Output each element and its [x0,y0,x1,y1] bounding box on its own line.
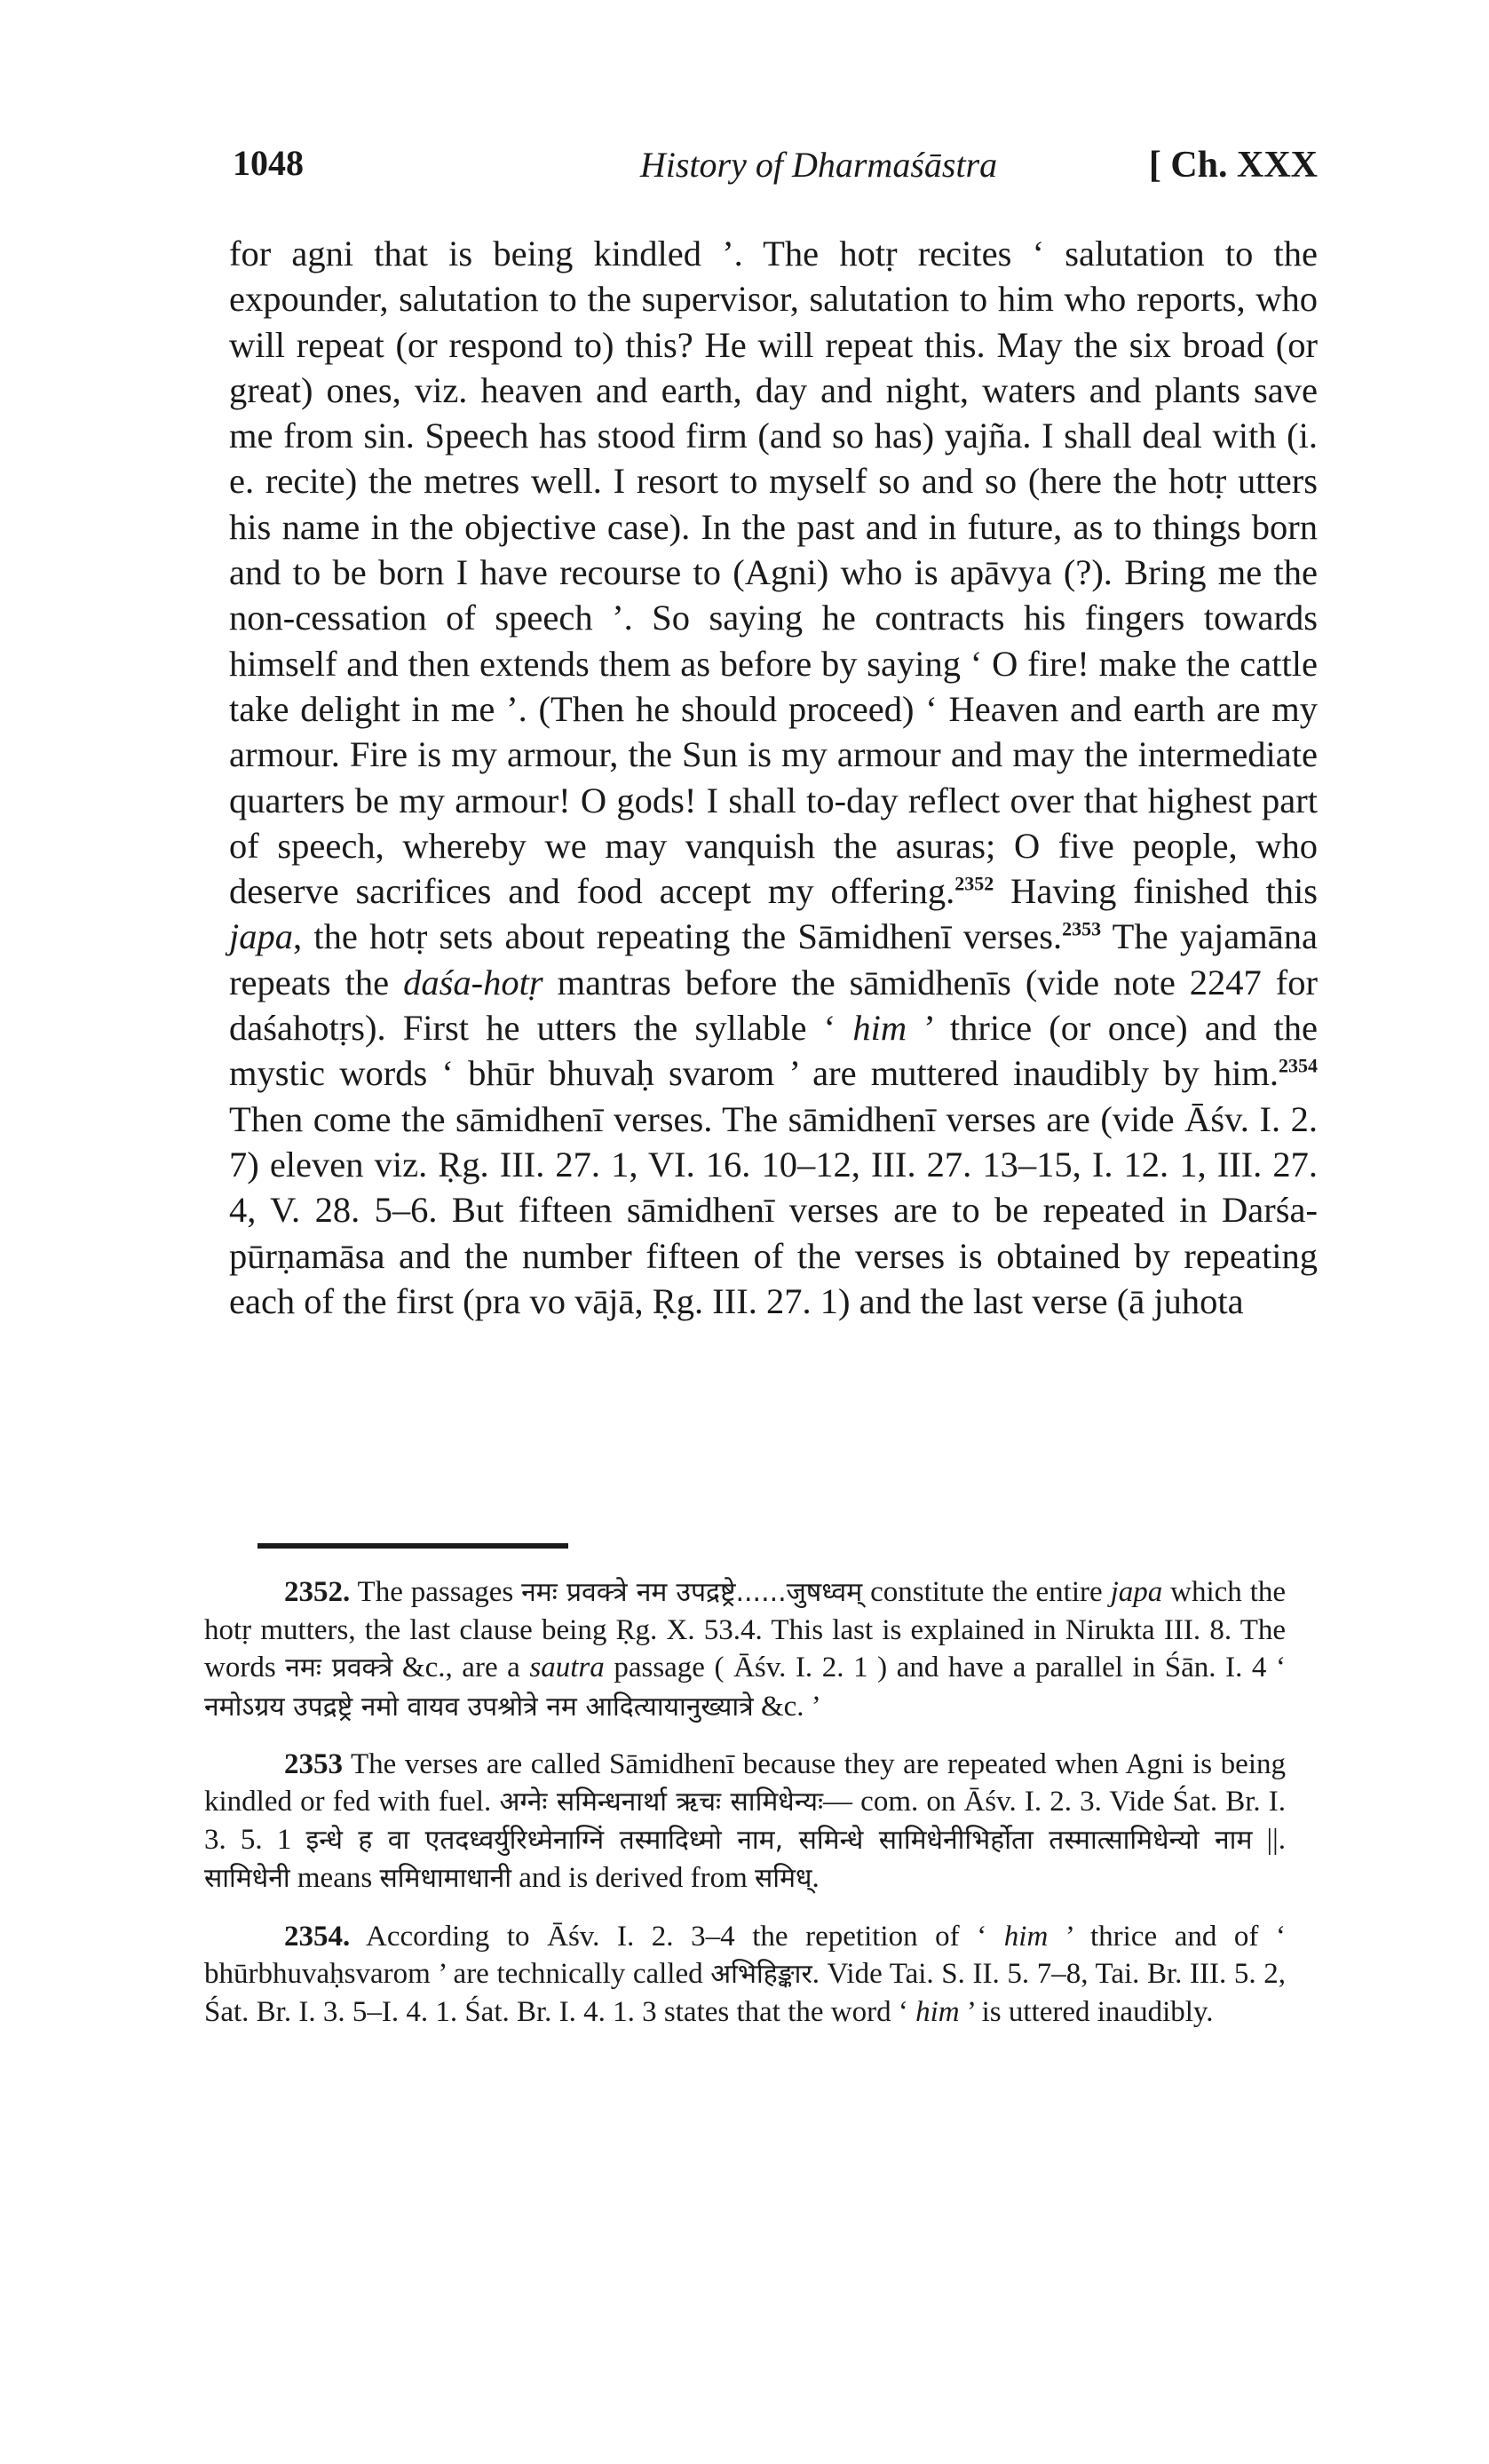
sanskrit-quote: नमः प्रवक्त्रे [285,1652,393,1684]
italic-term: sautra [529,1652,605,1684]
footnote-text: passage ( Āśv. I. 2. 1 ) and have a parallel in Śān. I. 4 ‘ [604,1652,1286,1684]
footnotes-section [204,1573,1286,2050]
footnote-text: ’ is uttered inaudibly. [959,1996,1214,2029]
footnote-label: 2353 [284,1747,343,1780]
running-title: History of Dharmaśāstra [639,145,998,185]
footnote-2353 [204,1746,1286,1898]
footnote-text: . [812,1862,820,1895]
footnote-text: constitute the entire [862,1576,1111,1608]
body-text [229,231,1318,1324]
footnote-label: 2352. [284,1576,351,1608]
body-text-part-6: ’ thrice (or once) and the mystic words ‘ bhūr bhuvaḥ svarom ’ are muttered inaudibly by him. [229,1008,1318,1094]
footnote-separator-rule [257,1543,568,1549]
body-text-part-3: , the hotṛ sets about repeating the Sāmidhenī verses. [293,916,1063,957]
sanskrit-quote: समिधामाधानी [379,1863,512,1895]
sanskrit-quote: नमः प्रवक्त्रे नम उपद्रष्ट्रे......जुषध्वम् [521,1577,863,1608]
footnote-text: means [289,1862,380,1895]
italic-term: japa [1110,1576,1163,1608]
italic-him: him [852,1008,907,1049]
italic-term: him [1003,1920,1049,1953]
page-number: 1048 [233,143,304,183]
sanskrit-quote: इन्धे ह वा एतदध्वर्युरिध्मेनाग्निं तस्मादिध्मो नाम, समिन्धे सामिधेनीभिर्होता तस्मात्सामिधेन्यो नाम [305,1825,1253,1857]
footnote-2352 [204,1573,1286,1726]
footnote-text: ||. [1252,1824,1287,1857]
footnote-ref-2352: 2352 [954,872,994,895]
sanskrit-quote: समिध् [755,1863,812,1895]
footnote-text: According to Āśv. I. 2. 3–4 the repetition of ‘ [350,1920,1004,1953]
body-text-part-7: Then come the sāmidhenī verses. The sāmidhenī verses are (vide Āśv. I. 2. 7) eleven viz. Ṛg. III. 27. 1, VI. 16. 10–12, III. 27. 13–15, I. 12. 1, III. 27. 4, V. 28. 5–6. But fifteen sāmidhenī verses are to be repeated in Darśa-pūrṇamāsa and the number fifteen of the verses is obtained by repeating each of the first (pra vo vājā, Ṛg. III. 27. 1) and the last verse (ā juhota [229,1098,1318,1321]
footnote-label: 2354. [284,1920,351,1953]
footnote-text: which the hotṛ mutters, the last clause being Ṛg. X. 53.4. This last is explained in Nirukta III. 8. The words [204,1576,1287,1684]
body-text-part-4: The yajamāna repeats the [229,916,1318,1002]
footnote-text: &c., are a [392,1652,530,1684]
footnote-ref-2353: 2353 [1062,917,1102,940]
chapter-label: [ Ch. XXX [1148,145,1318,186]
italic-term: him [915,1996,960,2029]
footnote-text: and is derived from [511,1862,756,1895]
footnote-ref-2354: 2354 [1279,1054,1318,1077]
sanskrit-quote: सामिधेनी [204,1863,290,1895]
sanskrit-quote: नमोऽग्रय उपद्रष्ट्रे नमो वायव उपश्रोत्रे नम आदित्यायानुख्यात्रे [204,1691,754,1723]
body-text-part-5: mantras before the sāmidhenīs (vide note 2247 for daśahotṛs). First he utters the syllable ‘ [229,962,1318,1049]
footnote-text: ’ thrice and of ‘ bhūrbhuvaḥsvarom ’ are technically called [204,1920,1286,1990]
sanskrit-quote: अग्नेः समिन्धनार्था ऋचः सामिधेन्यः [499,1787,824,1818]
body-text-part-1: for agni that is being kindled ’. The hotṛ recites ‘ salutation to the expounder, salutation to the supervisor, salutation to him who reports, who will repeat (or respond to) this? He will repeat this. May the six broad (or great) ones, viz. heaven and earth, day and night, waters and plants save me from sin. Speech has stood firm (and so has) yajña. I shall deal with (i. e. recite) the metres well. I resort to myself so and so (here the hotṛ utters his name in the objective case). In the past and in future, as to things born and to be born I have recourse to (Agni) who is apāvya (?). Bring me the non-cessation of speech ’. So saying he contracts his fingers towards himself and then extends them as before by saying ‘ O fire! make the cattle take delight in me ’. (Then he should proceed) ‘ Heaven and earth are my armour. Fire is my armour, the Sun is my armour and may the intermediate quarters be my armour! O gods! I shall to-day reflect over that highest part of speech, whereby we may vanquish the asuras; O five people, who deserve sacrifices and food accept my offering. [229,234,1318,912]
page-header [233,142,1318,204]
footnote-text: The passages [350,1576,522,1608]
footnote-text: The verses are called Sāmidhenī because they are repeated when Agni is being kindled or fed with fuel. [204,1747,1286,1818]
footnote-2354 [204,1918,1286,2032]
body-text-part-2: Having finished this [994,871,1318,912]
footnote-text: &c. ’ [753,1690,821,1723]
italic-japa: japa [229,916,294,957]
footnote-text: — com. on Āśv. I. 2. 3. Vide Śat. Br. I. 3. 5. 1 [204,1786,1286,1857]
sanskrit-quote: अभिहिङ्कार [710,1958,812,1990]
italic-dasahotr: daśa-hotṛ [403,962,543,1002]
body-paragraph [229,231,1318,1324]
footnote-text: . Vide Tai. S. II. 5. 7–8, Tai. Br. III. 5. 2, Śat. Br. I. 3. 5–I. 4. 1. Śat. Br. I. 4. 1. 3 states that the word ‘ [204,1957,1286,2029]
